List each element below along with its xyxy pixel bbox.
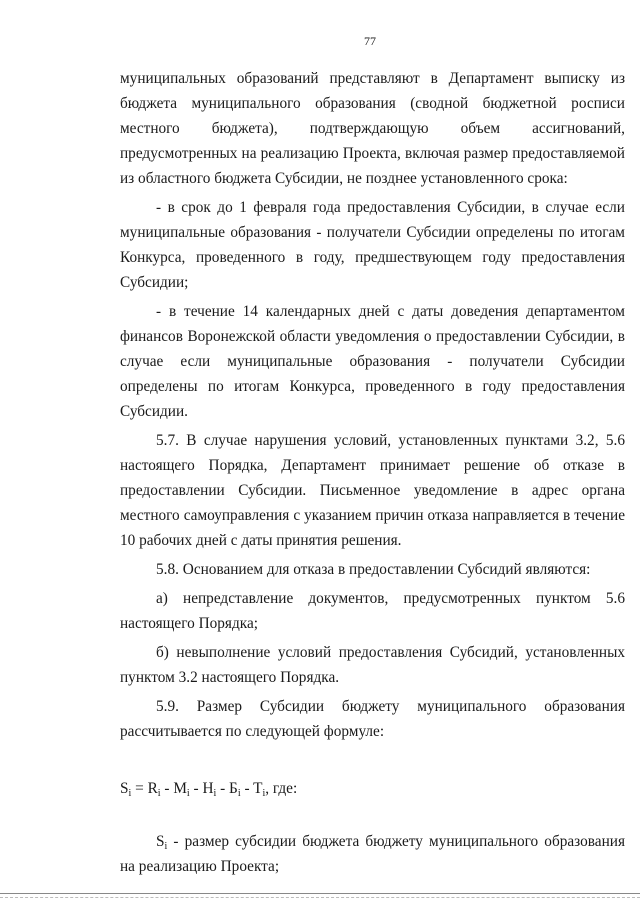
- bottom-border-line: [0, 893, 640, 894]
- bottom-scan-edge: [0, 897, 640, 898]
- paragraph-deadline-february: - в срок до 1 февраля года предоставления Субсидии, в случае если муниципальные образования - получатели Субсидии определены по итогам Конкурса, проведенного в году, предшествующем году предоставления Субсидии;: [120, 199, 625, 291]
- paragraph-5-9: 5.9. Размер Субсидии бюджету муниципального образования рассчитывается по следующей формуле:: [120, 698, 625, 740]
- document-body: [120, 66, 625, 879]
- formula: $S_i = R_i - M_i - H_i - Б_i - T_i$, где:: [120, 780, 298, 799]
- paragraph-5-8-a: а) непредставление документов, предусмотренных пунктом 5.6 настоящего Порядка;: [120, 590, 625, 632]
- paragraph-deadline-14-days: - в течение 14 календарных дней с даты доведения департаментом финансов Воронежской области уведомления о предоставлении Субсидии, в случае если муниципальные образования - получатели Субсидии определены по итогам Конкурса, проведенного в году предоставления Субсидии.: [120, 303, 625, 420]
- paragraph-intro: муниципальных образований представляют в Департамент выписку из бюджета муниципального образования (сводной бюджетной росписи местного бюджета), подтверждающую объем ассигнований, предусмотренных на реализацию Проекта, включая размер предоставляемой из областного бюджета Субсидии, не позднее установленного срока:: [120, 70, 625, 187]
- definition-si: $S_i$ - размер субсидии бюджета бюджету муниципального образования на реализацию Проекта;: [120, 833, 625, 875]
- paragraph-5-8-b: б) невыполнение условий предоставления Субсидий, установленных пунктом 3.2 настоящего Порядка.: [120, 644, 625, 686]
- page-number: 77: [364, 34, 376, 48]
- paragraph-5-7: 5.7. В случае нарушения условий, установленных пунктами 3.2, 5.6 настоящего Порядка, Департамент принимает решение об отказе в предоставлении Субсидии. Письменное уведомление в адрес органа местного самоуправления с указанием причин отказа направляется в течение 10 рабочих дней с даты принятия решения.: [120, 432, 625, 549]
- paragraph-5-8: 5.8. Основанием для отказа в предоставлении Субсидий являются:: [156, 561, 591, 578]
